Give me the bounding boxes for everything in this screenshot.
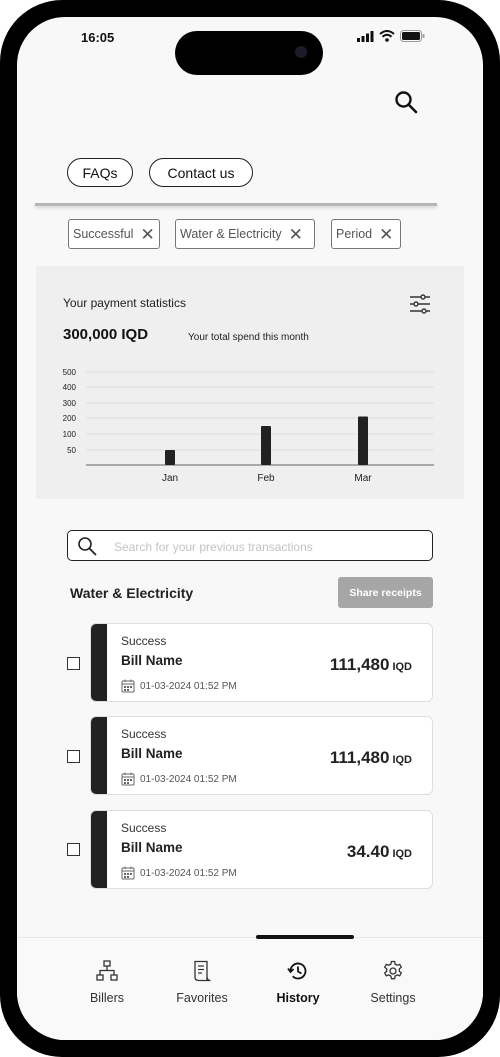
filter-chip-label: Water & Electricity	[180, 227, 282, 241]
faqs-button[interactable]: FAQs	[67, 158, 133, 187]
stats-amount: 300,000 IQD	[63, 326, 149, 343]
bill-name: Bill Name	[121, 840, 183, 855]
x-tick-label: Jan	[161, 473, 179, 484]
search-icon[interactable]	[393, 89, 419, 115]
camera-icon	[295, 46, 307, 58]
transaction-status: Success	[121, 727, 167, 741]
search-input[interactable]	[112, 535, 416, 558]
payment-chart	[36, 361, 464, 491]
tab-label: Billers	[89, 991, 125, 1005]
tab-label: History	[276, 991, 320, 1005]
section-title: Water & Electricity	[70, 585, 194, 601]
receipt-icon	[191, 960, 213, 982]
card-accent-bar	[91, 624, 107, 701]
bar	[261, 426, 271, 465]
transaction-card[interactable]	[90, 623, 433, 702]
calendar-icon	[121, 679, 135, 693]
bottom-tab-bar	[17, 937, 483, 1040]
transaction-search[interactable]	[67, 530, 433, 561]
y-tick-label: 400	[62, 383, 76, 392]
amount-value: 111,480	[329, 655, 390, 674]
transaction-checkbox[interactable]	[67, 657, 80, 670]
gear-icon	[382, 960, 404, 982]
contact-us-button[interactable]: Contact us	[149, 158, 253, 187]
screen	[17, 17, 483, 1040]
status-icons	[357, 30, 425, 42]
y-tick-label: 100	[62, 430, 76, 439]
tab-history[interactable]	[253, 960, 343, 1005]
amount-currency: IQD	[392, 848, 412, 860]
home-indicator	[256, 935, 354, 939]
transaction-amount	[330, 748, 412, 768]
filter-chip-successful[interactable]	[68, 219, 160, 249]
signal-icon	[357, 31, 374, 42]
filter-chip-water-electricity[interactable]	[175, 219, 315, 249]
close-icon[interactable]: ✕	[379, 224, 394, 244]
transaction-date: 01-03-2024 01:52 PM	[140, 868, 237, 879]
transaction-status: Success	[121, 821, 167, 835]
bill-name: Bill Name	[121, 653, 183, 668]
y-tick-label: 50	[67, 446, 76, 455]
share-receipts-button[interactable]: Share receipts	[338, 577, 433, 608]
transaction-status: Success	[121, 634, 167, 648]
x-tick-label: Mar	[354, 473, 372, 484]
transaction-card[interactable]	[90, 716, 433, 795]
filter-chip-period[interactable]	[331, 219, 401, 249]
tab-label: Settings	[370, 991, 416, 1005]
bar	[165, 450, 175, 465]
bar	[358, 417, 368, 466]
tab-label: Favorites	[176, 991, 228, 1005]
transaction-card[interactable]	[90, 810, 433, 889]
close-icon[interactable]: ✕	[288, 224, 303, 244]
transaction-amount	[330, 655, 412, 675]
stats-subtitle: Your total spend this month	[188, 332, 309, 343]
tab-billers[interactable]	[62, 960, 152, 1005]
payment-stats-panel	[36, 266, 464, 499]
search-icon	[77, 536, 97, 556]
calendar-icon	[121, 866, 135, 880]
transaction-date: 01-03-2024 01:52 PM	[140, 681, 237, 692]
transaction-checkbox[interactable]	[67, 843, 80, 856]
amount-currency: IQD	[392, 661, 412, 673]
battery-icon	[400, 30, 425, 42]
tab-settings[interactable]	[348, 960, 438, 1005]
stats-title: Your payment statistics	[63, 296, 186, 310]
amount-value: 111,480	[329, 748, 390, 767]
tab-favorites[interactable]	[157, 960, 247, 1005]
wifi-icon	[379, 30, 395, 42]
history-icon	[287, 960, 309, 982]
y-tick-label: 200	[62, 414, 76, 423]
y-tick-label: 500	[62, 368, 76, 377]
amount-value: 34.40	[346, 842, 390, 861]
sliders-icon[interactable]	[409, 294, 431, 314]
sitemap-icon	[96, 960, 118, 982]
header-divider	[35, 203, 437, 206]
filter-chip-label: Successful	[73, 227, 134, 241]
transaction-amount	[347, 842, 412, 862]
card-accent-bar	[91, 811, 107, 888]
bill-name: Bill Name	[121, 746, 183, 761]
x-tick-label: Feb	[257, 473, 275, 484]
filter-chip-label: Period	[336, 227, 373, 241]
transaction-date: 01-03-2024 01:52 PM	[140, 774, 237, 785]
amount-currency: IQD	[392, 754, 412, 766]
transaction-checkbox[interactable]	[67, 750, 80, 763]
status-time: 16:05	[81, 30, 115, 45]
y-tick-label: 300	[62, 399, 76, 408]
calendar-icon	[121, 772, 135, 786]
card-accent-bar	[91, 717, 107, 794]
close-icon[interactable]: ✕	[140, 224, 155, 244]
